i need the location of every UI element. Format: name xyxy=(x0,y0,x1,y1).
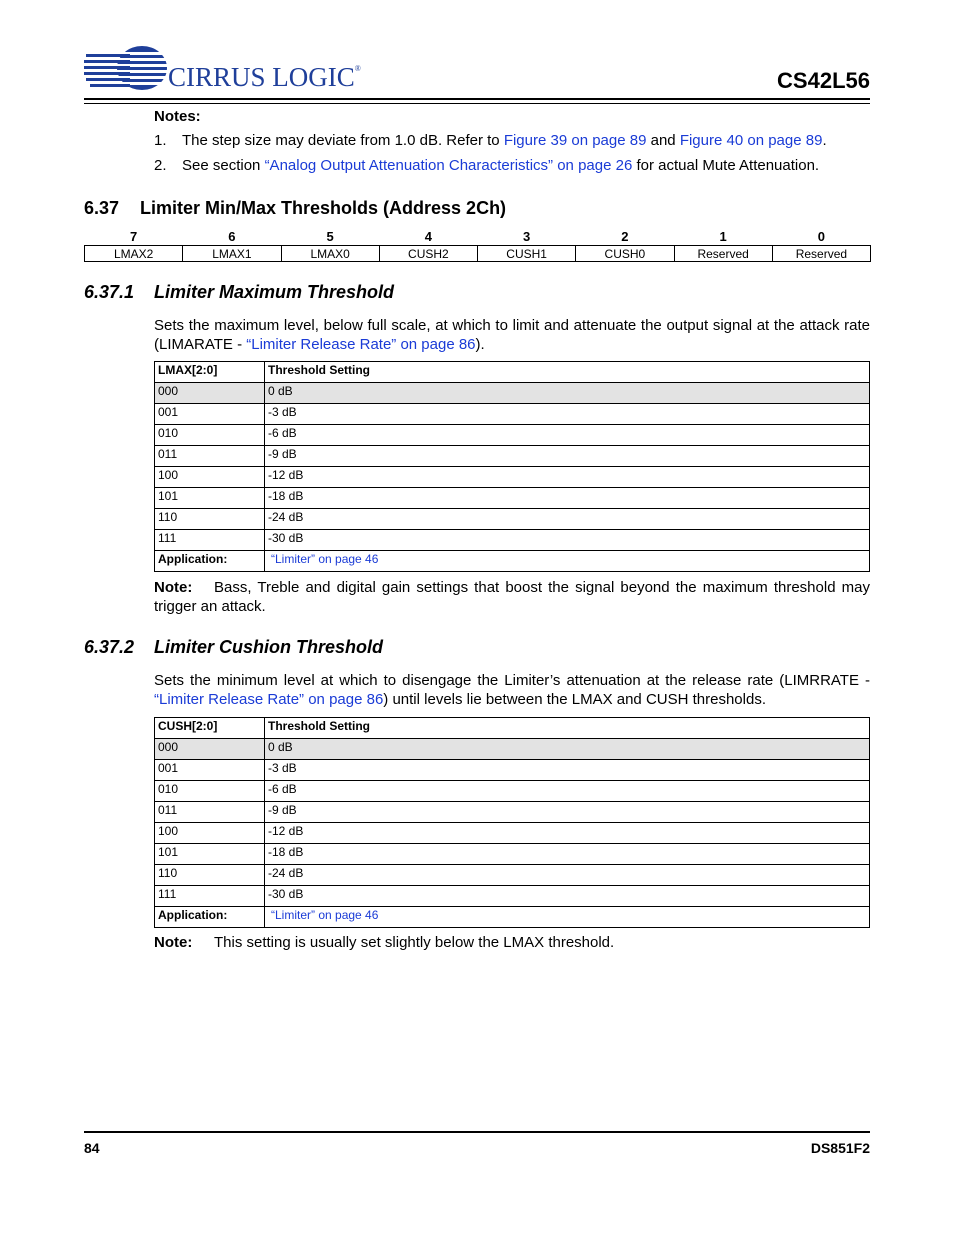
table-cell: 100 xyxy=(155,467,265,488)
page-number: 84 xyxy=(84,1140,100,1156)
application-label: Application: xyxy=(155,551,265,572)
table-header-row xyxy=(155,718,870,739)
table-row xyxy=(155,865,870,886)
table-row xyxy=(155,404,870,425)
application-cell xyxy=(265,551,870,572)
table-cell: 010 xyxy=(155,425,265,446)
limiter-page-46-link-2[interactable]: “Limiter” on page 46 xyxy=(271,908,379,922)
table-row xyxy=(155,467,870,488)
bit-number: 2 xyxy=(621,229,629,244)
bit-number: 5 xyxy=(326,229,334,244)
section-heading: 6.37 Limiter Min/Max Thresholds (Address 2Ch) xyxy=(84,198,507,218)
logo-swoosh-icon xyxy=(84,44,168,98)
bit-number: 4 xyxy=(424,229,432,244)
table-cell: -6 dB xyxy=(265,781,870,802)
bit-name-row xyxy=(85,246,871,262)
bit-number: 0 xyxy=(817,229,825,244)
table-row xyxy=(155,530,870,551)
table-cell: -12 dB xyxy=(265,467,870,488)
table-row xyxy=(155,383,870,404)
logo-wordmark: CIRRUS LOGIC® xyxy=(168,62,361,92)
bit-name: CUSH2 xyxy=(379,246,477,262)
limiter-page-46-link[interactable]: “Limiter” on page 46 xyxy=(271,552,379,566)
table-row xyxy=(155,886,870,907)
table-cell: -18 dB xyxy=(265,844,870,865)
table-cell: 010 xyxy=(155,781,265,802)
limiter-max-description: Sets the maximum level, below full scale, at which to limit and attenuate the output signal at the attack rate (LIMARATE - “Limiter Release Rate” on page 86). xyxy=(154,317,870,353)
table-row xyxy=(155,739,870,760)
table-row xyxy=(155,781,870,802)
header-rule-thin xyxy=(84,103,870,104)
application-label: Application: xyxy=(155,907,265,928)
table-cell: 0 dB xyxy=(265,383,870,404)
subsection-heading-6-37-2: 6.37.2 Limiter Cushion Threshold xyxy=(84,637,384,657)
footer-rule xyxy=(84,1131,870,1133)
column-header: Threshold Setting xyxy=(265,362,870,383)
limiter-max-note: Note: Bass, Treble and digital gain settings that boost the signal beyond the maximum threshold may trigger an attack. xyxy=(154,579,870,615)
table-cell: -30 dB xyxy=(265,886,870,907)
bit-number: 7 xyxy=(130,229,138,244)
table-row xyxy=(155,425,870,446)
table-row xyxy=(155,760,870,781)
table-cell: 101 xyxy=(155,488,265,509)
limiter-cushion-description: Sets the minimum level at which to disengage the Limiter’s attenuation at the release rate (LIMRRATE - “Limiter Release Rate” on page 86) until levels lie between the LMAX and CUSH thresholds. xyxy=(154,672,870,708)
lmax-settings-table xyxy=(154,361,870,572)
column-header: LMAX[2:0] xyxy=(155,362,265,383)
table-cell: 111 xyxy=(155,530,265,551)
cirrus-logic-logo xyxy=(84,44,374,98)
table-cell: -9 dB xyxy=(265,446,870,467)
table-row xyxy=(155,844,870,865)
limiter-release-rate-link[interactable]: “Limiter Release Rate” on page 86 xyxy=(246,336,476,353)
document-id: DS851F2 xyxy=(810,1140,870,1156)
application-row xyxy=(155,551,870,572)
column-header: Threshold Setting xyxy=(265,718,870,739)
table-cell: -3 dB xyxy=(265,760,870,781)
bit-name: CUSH0 xyxy=(576,246,674,262)
cush-settings-table xyxy=(154,717,870,928)
register-bit-table xyxy=(84,228,871,262)
table-cell: -24 dB xyxy=(265,509,870,530)
limiter-release-rate-link-2[interactable]: “Limiter Release Rate” on page 86 xyxy=(154,691,384,708)
table-row xyxy=(155,488,870,509)
note-item-2: 2. See section “Analog Output Attenuation Characteristics” on page 26 for actual Mute Attenuation. xyxy=(154,157,820,174)
table-cell: 111 xyxy=(155,886,265,907)
table-cell: 011 xyxy=(155,446,265,467)
bit-number-row xyxy=(85,228,871,246)
limiter-cushion-note: Note: This setting is usually set slightly below the LMAX threshold. xyxy=(154,934,615,951)
column-header: CUSH[2:0] xyxy=(155,718,265,739)
analog-output-attenuation-link[interactable]: “Analog Output Attenuation Characteristics” on page 26 xyxy=(264,157,633,174)
notes-heading: Notes: xyxy=(154,108,201,125)
application-cell xyxy=(265,907,870,928)
table-cell: -30 dB xyxy=(265,530,870,551)
table-cell: -9 dB xyxy=(265,802,870,823)
table-cell: -12 dB xyxy=(265,823,870,844)
figure-40-link[interactable]: Figure 40 on page 89 xyxy=(679,132,823,149)
table-row xyxy=(155,509,870,530)
table-cell: -18 dB xyxy=(265,488,870,509)
table-cell: -6 dB xyxy=(265,425,870,446)
subsection-heading-6-37-1: 6.37.1 Limiter Maximum Threshold xyxy=(84,282,395,302)
document-title: CS42L56 xyxy=(777,68,870,93)
table-header-row xyxy=(155,362,870,383)
table-cell: 110 xyxy=(155,509,265,530)
table-cell: 100 xyxy=(155,823,265,844)
table-cell: -24 dB xyxy=(265,865,870,886)
bit-name: LMAX1 xyxy=(183,246,281,262)
table-cell: 011 xyxy=(155,802,265,823)
figure-39-link[interactable]: Figure 39 on page 89 xyxy=(503,132,647,149)
table-cell: -3 dB xyxy=(265,404,870,425)
table-cell: 001 xyxy=(155,760,265,781)
bit-name: CUSH1 xyxy=(478,246,576,262)
header-rule xyxy=(84,98,870,100)
table-cell: 101 xyxy=(155,844,265,865)
table-cell: 0 dB xyxy=(265,739,870,760)
table-cell: 000 xyxy=(155,383,265,404)
bit-name: LMAX0 xyxy=(281,246,379,262)
table-row xyxy=(155,802,870,823)
table-row xyxy=(155,446,870,467)
bit-name: LMAX2 xyxy=(85,246,183,262)
application-row xyxy=(155,907,870,928)
note-item-1: 1. The step size may deviate from 1.0 dB. Refer to Figure 39 on page 89 and Figure 40 on page 89. xyxy=(154,132,827,149)
bit-name: Reserved xyxy=(772,246,870,262)
table-cell: 000 xyxy=(155,739,265,760)
bit-number: 6 xyxy=(228,229,236,244)
table-cell: 001 xyxy=(155,404,265,425)
bit-number: 1 xyxy=(719,229,727,244)
table-row xyxy=(155,823,870,844)
bit-name: Reserved xyxy=(674,246,772,262)
table-cell: 110 xyxy=(155,865,265,886)
bit-number: 3 xyxy=(523,229,531,244)
